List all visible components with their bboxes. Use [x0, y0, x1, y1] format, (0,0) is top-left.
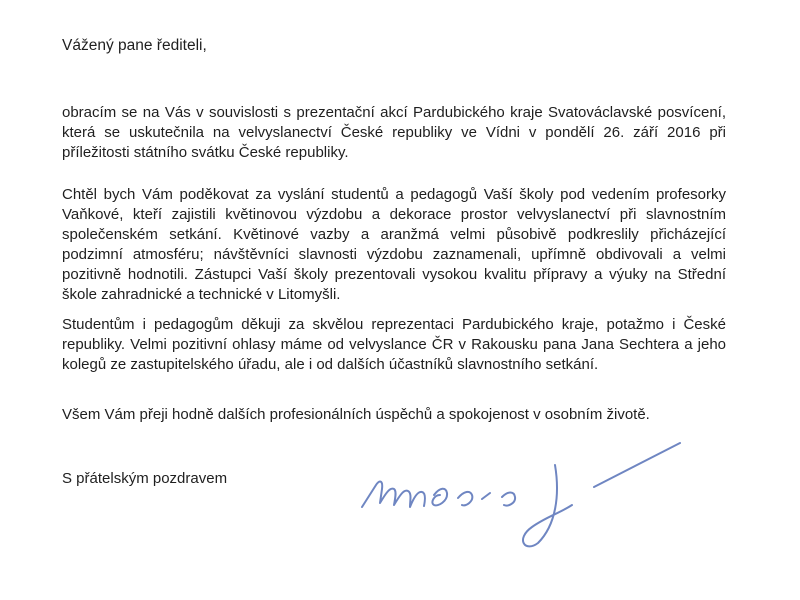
salutation: Vážený pane řediteli,	[62, 37, 207, 54]
paragraph-wishes: Všem Vám přeji hodně dalších profesionálních úspěchů a spokojenost v osobním životě.	[62, 406, 650, 423]
paragraph-thanks: Chtěl bych Vám poděkovat za vyslání studentů a pedagogů Vaší školy pod vedením profesorky Vaňkové, kteří zajistili květinovou výzdobu a dekorace prostor velvyslanectví při slavnostním společenském setkání. Květinové vazby a aranžmá velmi působivě podkreslily přicházející podzimní atmosféru; návštěvníci slavnosti výzdobu zaznamenali, upřímně obdivovali a velmi pozitivně hodnotili. Zástupci Vaší školy prezentovali vysokou kvalitu přípravy a výuky na Střední škole zahradnické a technické v Litomyšli.	[62, 186, 726, 303]
closing-greeting: S přátelským pozdravem	[62, 470, 228, 487]
signature-stroke-main	[362, 482, 515, 507]
signature-stroke-tail	[523, 465, 572, 546]
paragraph-appreciation: Studentům i pedagogům děkuji za skvělou reprezentaci Pardubického kraje, potažmo i České republiky. Velmi pozitivní ohlasy máme od velvyslance ČR v Rakousku pana Jana Sechtera a jeho kolegů ze zastupitelského úřadu, ale i od dalších účastníků slavnostního setkání.	[62, 316, 726, 373]
handwritten-signature	[350, 435, 730, 555]
signature-stroke-slash	[594, 443, 680, 487]
paragraph-context: obracím se na Vás v souvislosti s prezentační akcí Pardubického kraje Svatováclavské posvícení, která se uskutečnila na velvyslanectví České republiky ve Vídni v pondělí 26. září 2016 při příležitosti státního svátku České republiky.	[62, 104, 726, 161]
